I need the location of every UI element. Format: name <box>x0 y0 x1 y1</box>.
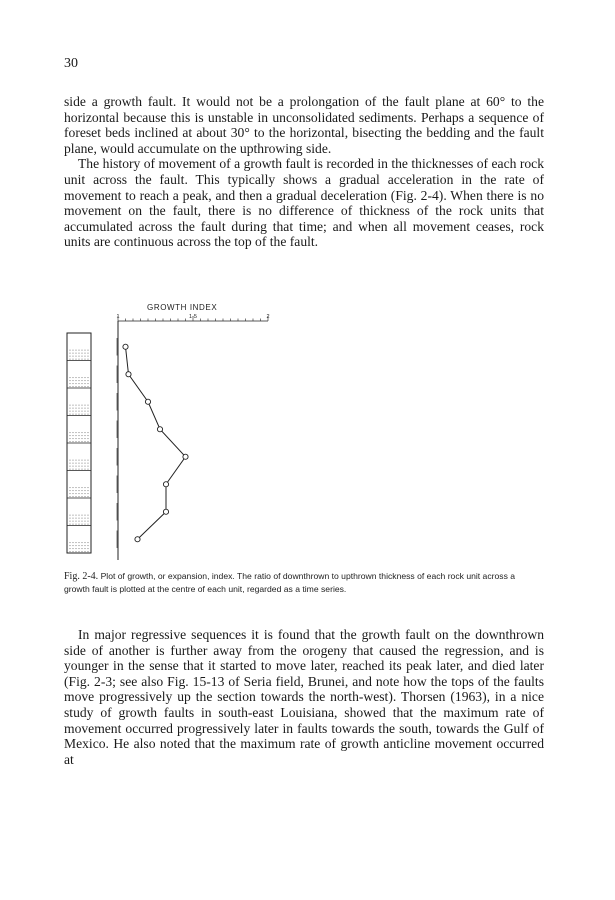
sand-dot <box>82 359 83 360</box>
sand-dot <box>76 551 77 552</box>
sand-dot <box>85 386 86 387</box>
sand-dot <box>70 386 71 387</box>
sand-dot <box>73 463 74 464</box>
sand-dot <box>76 405 77 406</box>
sand-dot <box>79 414 80 415</box>
sand-dot <box>76 414 77 415</box>
sand-dot <box>70 524 71 525</box>
sand-dot <box>73 356 74 357</box>
sand-dot <box>70 496 71 497</box>
sand-dot <box>70 356 71 357</box>
sand-dot <box>73 487 74 488</box>
sand-dot <box>82 463 83 464</box>
sand-dot <box>82 432 83 433</box>
sand-dot <box>73 548 74 549</box>
sand-dot <box>73 545 74 546</box>
sand-dot <box>73 405 74 406</box>
sand-dot <box>88 405 89 406</box>
sand-dot <box>73 359 74 360</box>
sand-dot <box>76 411 77 412</box>
sand-dot <box>70 463 71 464</box>
data-point-7 <box>163 509 168 514</box>
sand-dot <box>70 493 71 494</box>
sand-dot <box>85 432 86 433</box>
sand-dot <box>85 496 86 497</box>
sand-dot <box>79 356 80 357</box>
sand-dot <box>73 377 74 378</box>
sand-dot <box>76 383 77 384</box>
sand-dot <box>82 496 83 497</box>
sand-dot <box>88 386 89 387</box>
sand-dot <box>73 383 74 384</box>
sand-dot <box>70 411 71 412</box>
sand-dot <box>73 435 74 436</box>
sand-dot <box>70 469 71 470</box>
sand-dot <box>76 487 77 488</box>
sand-dot <box>85 548 86 549</box>
sand-dot <box>88 496 89 497</box>
sand-dot <box>79 441 80 442</box>
sand-dot <box>85 411 86 412</box>
sand-dot <box>76 435 77 436</box>
sand-dot <box>79 350 80 351</box>
sand-dot <box>85 515 86 516</box>
sand-dot <box>85 490 86 491</box>
sand-dot <box>79 383 80 384</box>
sand-dot <box>85 466 86 467</box>
sand-dot <box>82 441 83 442</box>
sand-dot <box>79 463 80 464</box>
sand-dot <box>76 441 77 442</box>
sand-dot <box>70 521 71 522</box>
sand-dot <box>79 542 80 543</box>
sand-dot <box>79 548 80 549</box>
x-tick-label: 1·5 <box>189 314 197 320</box>
sand-dot <box>73 380 74 381</box>
sand-dot <box>85 414 86 415</box>
sand-dot <box>70 414 71 415</box>
sand-dot <box>85 405 86 406</box>
sand-dot <box>76 524 77 525</box>
sand-dot <box>85 353 86 354</box>
sand-dot <box>82 438 83 439</box>
sand-dot <box>79 377 80 378</box>
paragraph-1: side a growth fault. It would not be a prolongation of the fault plane at 60° to the horizontal because this is unstable in unconsolidated sediments. Perhaps a sequence of foreset beds inclined at about 30° to the horizontal, bisecting the bedding and the fault plane, would accumulate on the upthrowing side. <box>64 94 544 156</box>
sand-dot <box>85 380 86 381</box>
sand-dot <box>73 438 74 439</box>
sand-dot <box>88 353 89 354</box>
sand-dot <box>70 359 71 360</box>
sand-dot <box>88 432 89 433</box>
sand-dot <box>73 518 74 519</box>
sand-dot <box>85 356 86 357</box>
sand-dot <box>70 545 71 546</box>
sand-dot <box>73 460 74 461</box>
sand-dot <box>70 435 71 436</box>
sand-dot <box>70 408 71 409</box>
sand-dot <box>76 545 77 546</box>
sand-dot <box>76 466 77 467</box>
sand-dot <box>76 469 77 470</box>
sand-dot <box>85 350 86 351</box>
sand-dot <box>70 350 71 351</box>
sand-dot <box>88 545 89 546</box>
chart-title: GROWTH INDEX <box>147 303 218 312</box>
sand-dot <box>85 518 86 519</box>
sand-dot <box>88 542 89 543</box>
sand-dot <box>76 515 77 516</box>
growth-index-series <box>123 344 188 542</box>
x-tick-label: 2 <box>266 314 270 320</box>
sand-dot <box>70 380 71 381</box>
sand-dot <box>88 524 89 525</box>
sand-dot <box>88 359 89 360</box>
sand-dot <box>79 521 80 522</box>
data-point-5 <box>183 454 188 459</box>
sand-dot <box>70 405 71 406</box>
sand-dot <box>82 460 83 461</box>
sand-dot <box>73 496 74 497</box>
sand-dot <box>82 466 83 467</box>
sand-dot <box>85 545 86 546</box>
sand-dot <box>82 469 83 470</box>
sand-dot <box>88 493 89 494</box>
sand-dot <box>79 405 80 406</box>
sand-dot <box>88 463 89 464</box>
sand-dot <box>79 493 80 494</box>
sand-dot <box>88 411 89 412</box>
sand-dot <box>88 466 89 467</box>
sand-dot <box>76 460 77 461</box>
sand-dot <box>82 405 83 406</box>
sand-dot <box>85 551 86 552</box>
sand-dot <box>79 524 80 525</box>
sand-dot <box>85 435 86 436</box>
sand-dot <box>85 469 86 470</box>
sand-dot <box>73 350 74 351</box>
sand-dot <box>88 515 89 516</box>
sand-dot <box>70 487 71 488</box>
sand-dot <box>79 515 80 516</box>
sand-dot <box>70 432 71 433</box>
sand-dot <box>88 490 89 491</box>
sand-dot <box>76 377 77 378</box>
data-point-8 <box>135 537 140 542</box>
sand-dot <box>82 350 83 351</box>
sand-dot <box>73 515 74 516</box>
sand-dot <box>76 432 77 433</box>
sand-dot <box>88 438 89 439</box>
sand-dot <box>79 438 80 439</box>
sand-dot <box>82 518 83 519</box>
sand-dot <box>73 521 74 522</box>
sand-dot <box>88 460 89 461</box>
sand-dot <box>85 524 86 525</box>
data-point-1 <box>123 344 128 349</box>
figure-label: Fig. 2-4. <box>64 571 99 582</box>
sand-dot <box>76 496 77 497</box>
sand-dot <box>76 356 77 357</box>
sand-dot <box>85 487 86 488</box>
paragraph-3: In major regressive sequences it is found that the growth fault on the downthrown side of another is further away from the orogeny that caused the regression, and is younger in the sense that it started to move later, reached its peak later, and died later (Fig. 2-3; see also Fig. 15-13 of Seria field, Brunei, and note how the tops of the faults move progressively up the section towards the north-west). Thorsen (1963), in a nice study of growth faults in south-east Louisiana, showed that the maximum rate of movement occurred progressively later in faults towards the south, towards the Gulf of Mexico. He also noted that the maximum rate of growth anticline movement occurred at <box>64 627 544 767</box>
sand-dot <box>73 490 74 491</box>
sand-dot <box>79 359 80 360</box>
sand-dot <box>70 441 71 442</box>
sand-dot <box>82 408 83 409</box>
sand-dot <box>76 353 77 354</box>
sand-dot <box>79 466 80 467</box>
data-point-3 <box>145 399 150 404</box>
sand-dot <box>70 377 71 378</box>
sand-dot <box>70 466 71 467</box>
sand-dot <box>79 496 80 497</box>
sand-dot <box>76 386 77 387</box>
sand-dot <box>73 493 74 494</box>
sand-dot <box>79 411 80 412</box>
sand-dot <box>79 469 80 470</box>
sand-dot <box>88 469 89 470</box>
sand-dot <box>76 490 77 491</box>
sand-dot <box>73 466 74 467</box>
sand-dot <box>88 414 89 415</box>
sand-dot <box>82 356 83 357</box>
data-point-4 <box>157 427 162 432</box>
sand-dot <box>88 441 89 442</box>
page-number: 30 <box>64 56 78 71</box>
sand-dot <box>88 521 89 522</box>
sand-dot <box>79 518 80 519</box>
sand-dot <box>82 548 83 549</box>
sand-dot <box>79 408 80 409</box>
sand-dot <box>85 408 86 409</box>
sand-dot <box>82 493 83 494</box>
sand-dot <box>82 386 83 387</box>
sand-dot <box>70 383 71 384</box>
sand-dot <box>88 518 89 519</box>
stratigraphic-column <box>67 333 117 553</box>
sand-dot <box>76 463 77 464</box>
sand-dot <box>85 493 86 494</box>
sand-dot <box>76 548 77 549</box>
sand-dot <box>79 487 80 488</box>
figure-caption <box>64 570 542 595</box>
sand-dot <box>73 432 74 433</box>
sand-dot <box>73 408 74 409</box>
sand-dot <box>85 377 86 378</box>
sand-dot <box>85 542 86 543</box>
paragraph-2: The history of movement of a growth fault is recorded in the thicknesses of each rock unit across the fault. This typically shows a gradual acceleration in the rate of movement to reach a peak, and then a gradual deceleration (Fig. 2-4). When there is no movement on the fault, there is no difference of thickness of the rock units that accumulated across the fault during that time; and when all movement ceases, rock units are continuous across the top of the fault. <box>64 156 544 250</box>
sand-dot <box>70 438 71 439</box>
sand-dot <box>73 441 74 442</box>
sand-dot <box>76 521 77 522</box>
sand-dot <box>73 414 74 415</box>
sand-dot <box>88 487 89 488</box>
sand-dot <box>79 490 80 491</box>
sand-dot <box>82 542 83 543</box>
sand-dot <box>82 435 83 436</box>
sand-dot <box>79 432 80 433</box>
sand-dot <box>85 438 86 439</box>
sand-dot <box>70 490 71 491</box>
sand-dot <box>73 542 74 543</box>
sand-dot <box>70 548 71 549</box>
sand-dot <box>73 353 74 354</box>
sand-dot <box>79 353 80 354</box>
sand-dot <box>88 380 89 381</box>
sand-dot <box>76 493 77 494</box>
sand-dot <box>79 551 80 552</box>
sand-dot <box>70 353 71 354</box>
x-tick-label: 1 <box>116 314 120 320</box>
sand-dot <box>79 545 80 546</box>
sand-dot <box>88 548 89 549</box>
sand-dot <box>85 463 86 464</box>
sand-dot <box>82 521 83 522</box>
sand-dot <box>73 551 74 552</box>
sand-dot <box>73 524 74 525</box>
sand-dot <box>82 377 83 378</box>
sand-dot <box>76 350 77 351</box>
figure-caption-text: Plot of growth, or expansion, index. The ratio of downthrown to upthrown thickness of each rock unit across a growth fault is plotted at the centre of each unit, regarded as a time series. <box>64 571 516 594</box>
sand-dot <box>73 411 74 412</box>
sand-dot <box>70 515 71 516</box>
sand-dot <box>82 515 83 516</box>
sand-dot <box>85 460 86 461</box>
sand-dot <box>70 551 71 552</box>
sand-dot <box>76 359 77 360</box>
sand-dot <box>82 411 83 412</box>
sand-dot <box>79 380 80 381</box>
sand-dot <box>82 414 83 415</box>
sand-dot <box>82 380 83 381</box>
sand-dot <box>76 438 77 439</box>
x-axis-ticks <box>116 314 269 560</box>
series-line <box>126 347 186 540</box>
sand-dot <box>88 377 89 378</box>
sand-dot <box>79 386 80 387</box>
sand-dot <box>82 383 83 384</box>
data-point-2 <box>126 372 131 377</box>
sand-dot <box>76 518 77 519</box>
sand-dot <box>82 545 83 546</box>
sand-dot <box>85 383 86 384</box>
sand-dot <box>88 435 89 436</box>
sand-dot <box>70 518 71 519</box>
sand-dot <box>88 551 89 552</box>
sand-dot <box>88 356 89 357</box>
sand-dot <box>70 460 71 461</box>
sand-dot <box>79 460 80 461</box>
sand-dot <box>85 521 86 522</box>
sand-dot <box>76 380 77 381</box>
sand-dot <box>82 353 83 354</box>
sand-dot <box>85 441 86 442</box>
sand-dot <box>76 542 77 543</box>
sand-dot <box>73 386 74 387</box>
sand-dot <box>82 551 83 552</box>
sand-dot <box>88 350 89 351</box>
sand-dot <box>88 383 89 384</box>
body-text-bottom <box>64 627 544 767</box>
sand-dot <box>82 487 83 488</box>
sand-dot <box>76 408 77 409</box>
sand-dot <box>70 542 71 543</box>
sand-dot <box>88 408 89 409</box>
sand-dot <box>73 469 74 470</box>
sand-dot <box>82 490 83 491</box>
sand-dot <box>79 435 80 436</box>
data-point-6 <box>163 482 168 487</box>
sand-dot <box>85 359 86 360</box>
sand-dot <box>82 524 83 525</box>
